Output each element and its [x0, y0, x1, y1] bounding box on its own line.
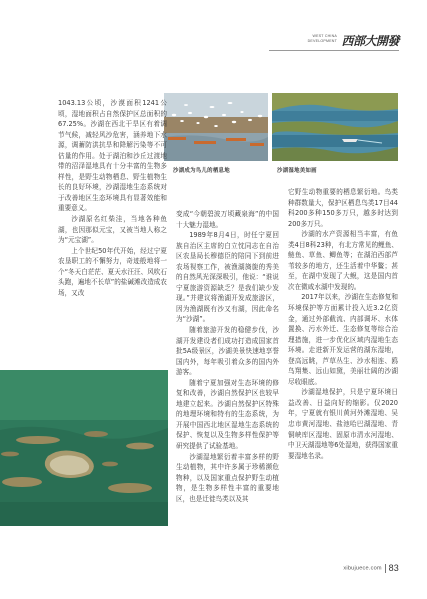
header-english-title — [308, 34, 337, 43]
paragraph: 2017年以来，沙湖在生态修复和环境保护等方面累计投入近3.2亿资金，通过外部截流、内部调坏、水体置换、污水外迁、生态修复等综合治理措施，进一步优化区域内湿地生态环境。走进新开发运营的湖东湿地，登高远眺，芦草丛生、沙水相连、鸥鸟翔集、远山如黛，美丽壮阔的沙湖尽收眼底。 — [288, 293, 398, 386]
header-rule — [269, 50, 399, 51]
egrets-wetland-photo — [164, 93, 268, 161]
header-en-line2: DEVELOPMENT — [307, 38, 337, 43]
article-column-2 — [176, 209, 279, 504]
footer-divider — [385, 564, 386, 573]
paragraph: 它野生动物重要的栖息繁衍地。鸟类种群数量大，保护区栖息鸟类17目44科200多种150多万只，越多时达到200多万只。 — [288, 188, 398, 228]
page-number: 83 — [388, 563, 399, 573]
egrets-wetland-illustration — [164, 93, 268, 161]
paragraph: 沙湖的水产资源相当丰富，有鱼类4目8科23种，有北方常见的鲤鱼、鲢鱼、草鱼、鲫鱼等；在湖泊西部芦苇较多的地方，还生活着中华鳖；甚至，在湖中发现了大鲵，这是国内首次在微咸水湖中发现的。 — [288, 230, 398, 291]
paragraph: 随着旅游开发的稳健步伐，沙湖开发建设者们成功打造成国家首批5A级景区，沙湖美景快速地享誉国内外，每年吸引着众多的国内外游客。 — [176, 326, 279, 377]
caption-egrets: 沙湖成为鸟儿的栖息地 — [173, 168, 230, 174]
paragraph: 1989年8月4日，时任宁夏回族自治区主席的白立忱同志在自治区农垦局长穆德臣的陪同下到前进农场视察工作，被渔湖旖旎的秀美的自然风光深深吸引，他说：“谁说宁夏旅游资源缺乏？是我们缺少发现。”并建议将渔湖开发成旅游区，因为渔湖既有沙又有湖，因此命名为“沙湖”。 — [176, 231, 279, 324]
paragraph: 变成“今朝碧波万顷藏泉海”的中国十大魅力湿地。 — [176, 210, 279, 229]
wetland-aerial-photo — [272, 93, 398, 161]
page-header — [269, 32, 399, 54]
page-footer — [343, 563, 399, 573]
magazine-logo: 西部大開發 — [341, 34, 399, 48]
paragraph: 沙湖湿地繁衍着丰富多样的野生动植物，其中许多属于珍稀濒危物种，以及国家重点保护野生动植物，是生物多样性丰富的重要地区，也是迁徙鸟类以及其 — [176, 452, 279, 503]
lake-islands-aerial-photo — [0, 370, 168, 526]
wetland-aerial-illustration — [272, 93, 398, 161]
caption-wetland: 沙湖湿地美如画 — [277, 168, 317, 174]
paragraph: 随着宁夏加强对生态环境的修复和改善，沙湖自然保护区也较早地建立起来。沙湖自然保护区特殊的地理环境和特有的生态系统，为开展中国西北地区湿地生态系统的保护、恢复以及生物多样性保护等研究提供了试验基地。 — [176, 378, 279, 451]
article-column-3 — [288, 187, 398, 461]
paragraph: 沙湖原名红柴洼，当地各种鱼湖，也因那似元宝，又被当地人称之为“元宝湖”。 — [58, 215, 167, 245]
header-en-line1: WEST CHINA — [312, 34, 337, 38]
paragraph: 1043.13公顷，沙漠面积1241公顷，湿地面积占自然保护区总面积的67.25%。沙湖在西北干旱区有着调节气候，减轻风沙危害，涵养地下水源，调蓄防洪抗旱和降解污染等不可估量的作用。处于湖泊和沙丘过渡地带的沼泽湿地具有十分丰富的生物多样性，是野生动物栖息、野生植物生长的良好环境，沙湖湿地生态系统对于改善地区生态环境具有显著效能和重要意义。 — [58, 99, 167, 213]
footer-url: xibujuece.com — [343, 565, 382, 572]
lake-islands-illustration — [0, 370, 168, 526]
paragraph: 沙湖湿地保护，只是宁夏环境日益改善、日益向好的缩影。仅2020年，宁夏就有银川黄河外滩湿地、吴忠市黄河湿地、盐池哈巴湖湿地、青铜峡库区湿地、固原市清水河湿地、中卫天湖湿地等6处湿地，获得国家重要湿地名录。 — [288, 388, 398, 460]
paragraph: 上个世纪50年代开始，经过宁夏农垦职工的不懈努力，奇迹般地将一个“冬天白茫茫、夏天水汪汪、风吹石头跑，遍地不长草”的盐碱滩改造成农场，又改 — [58, 246, 167, 297]
article-column-1 — [58, 98, 167, 298]
